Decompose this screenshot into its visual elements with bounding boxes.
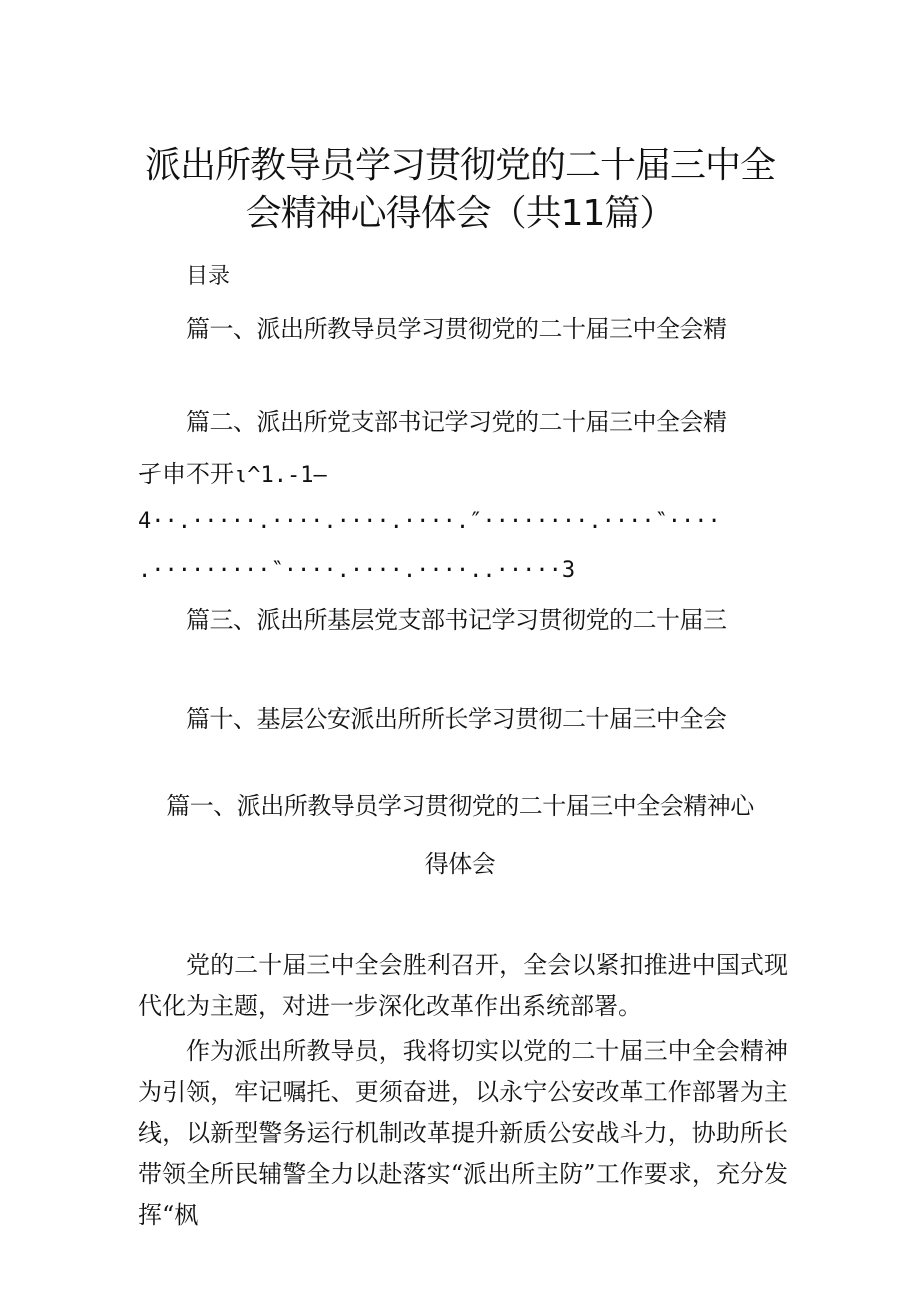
document-title-line-1: 派出所教导员学习贯彻党的二十届三中全 <box>144 145 775 186</box>
toc-item-2: 篇二、派出所党支部书记学习党的二十届三中全会精 <box>186 408 727 436</box>
toc-item-1: 篇一、派出所教导员学习贯彻党的二十届三中全会精 <box>186 315 727 343</box>
body-paragraph-2: 作为派出所教导员，我将切实以党的二十届三中全会精神为引领，牢记嘱托、更须奋进，以永宁公安改革工作部署为主线，以新型警务运行机制改革提升新质公安战斗力，协助所长带领全所民辅警全力以赴落实“派出所主防”工作要求，充分发挥“枫 <box>138 1037 788 1229</box>
toc-garbled-line-1 <box>138 459 327 491</box>
section-heading-line-1: 篇一、派出所教导员学习贯彻党的二十届三中全会精神心 <box>166 792 754 820</box>
toc-garbled-symbols: ι^1.-1— <box>234 463 327 488</box>
toc-garbled-line-3: .·········‶····.····.····..·····3 <box>138 558 576 583</box>
document-title-line-2: 会精神心得体会（共11篇） <box>245 193 675 234</box>
toc-garbled-cjk: 孑申不开 <box>138 460 234 488</box>
toc-item-3: 篇三、派出所基层党支部书记学习贯彻党的二十届三 <box>186 606 727 634</box>
toc-garbled-line-2: 4··.·····.····.····.····.″········.····‶···· <box>138 509 721 534</box>
toc-label: 目录 <box>186 264 231 289</box>
body-paragraph-1: 党的二十届三中全会胜利召开，全会以紧扣推进中国式现代化为主题，对进一步深化改革作出系统部署。 <box>138 951 788 1020</box>
section-heading-line-2: 得体会 <box>424 850 496 878</box>
toc-item-10: 篇十、基层公安派出所所长学习贯彻二十届三中全会 <box>186 705 727 733</box>
